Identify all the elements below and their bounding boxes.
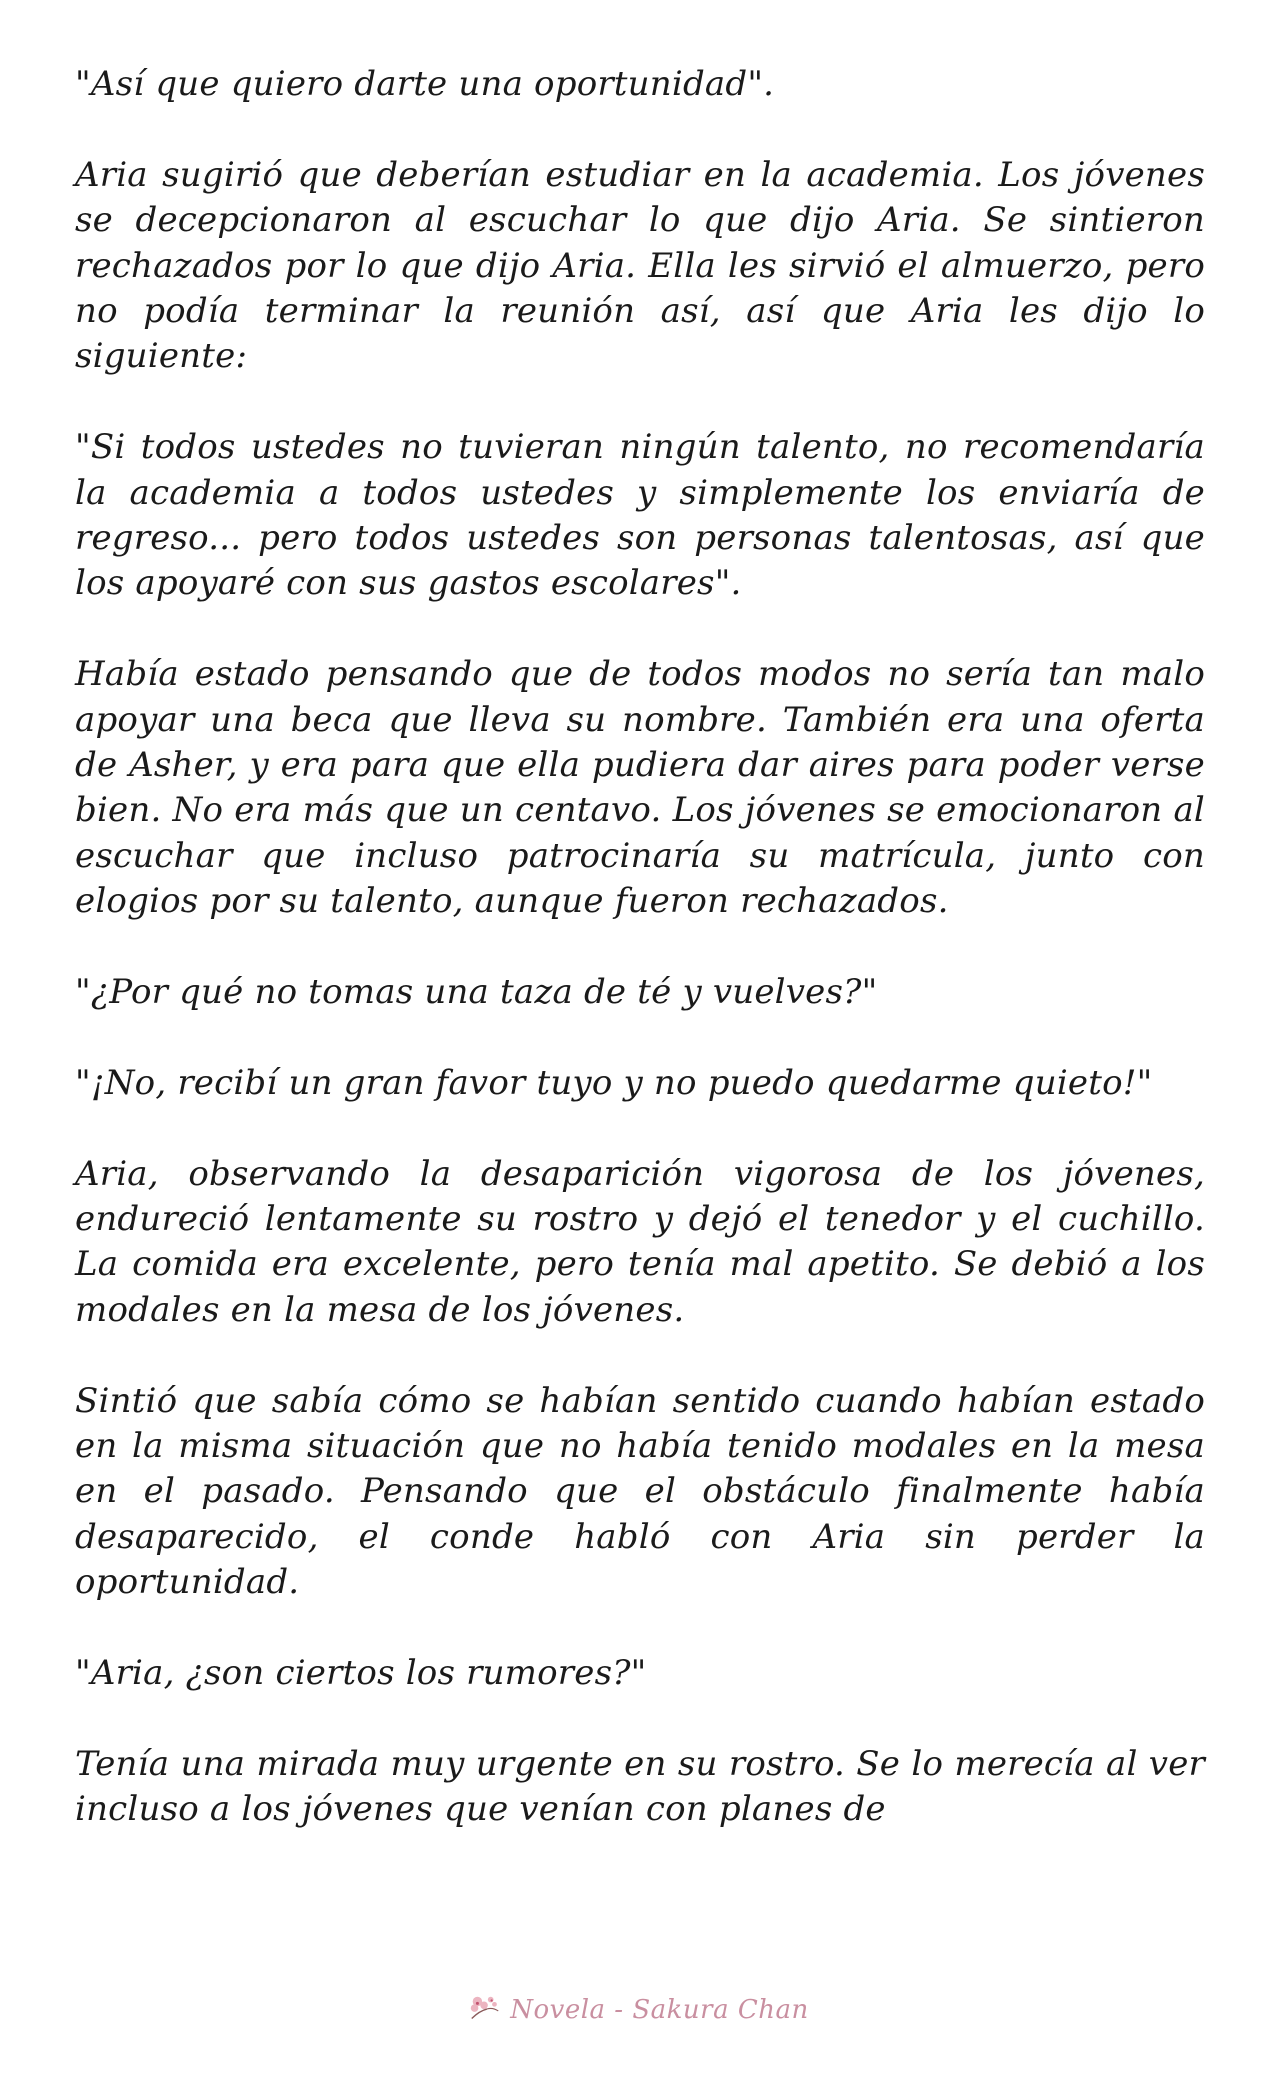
paragraph-2: Aria sugirió que deberían estudiar en la academia. Los jóvenes se decepcionaron al escuchar lo que dijo Aria. Se sintieron rechazados por lo que dijo Aria. Ella les sirvió el almuerzo, pero no podía terminar la reunión así, así que Aria les dijo lo siguiente: (75, 154, 1205, 377)
footer-text: Novela - Sakura Chan (510, 1995, 809, 2025)
sakura-flower-icon (466, 1992, 504, 2028)
paragraph-1: "Así que quiero darte una oportunidad". (75, 64, 775, 104)
paragraph-4: Había estado pensando que de todos modos no sería tan malo apoyar una beca que lleva su nombre. También era una oferta de Asher, y era para que ella pudiera dar aires para poder verse bien. No era más que un centavo. Los jóvenes se emocionaron al escuchar que incluso patrocinaría su matrícula, junto con elogios por su talento, aunque fueron rechazados. (75, 654, 1205, 922)
document-body (75, 62, 1205, 1878)
paragraph-9: "Aria, ¿son ciertos los rumores?" (75, 1653, 647, 1694)
footer-watermark (0, 1985, 1275, 2035)
paragraph-7: Aria, observando la desaparición vigorosa de los jóvenes, endureció lentamente su rostro y dejó el tenedor y el cuchillo. La comida era excelente, pero tenía mal apetito. Se debió a los modales en la mesa de los jóvenes. (75, 1153, 1205, 1330)
paragraph-3: "Si todos ustedes no tuvieran ningún talento, no recomendaría la academia a todos ustedes y simplemente los enviaría de regreso... pero todos ustedes son personas talentosas, así que los apoyaré con sus gastos escolares". (75, 427, 1205, 604)
paragraph-8: Sintió que sabía cómo se habían sentido cuando habían estado en la misma situación que no había tenido modales en la mesa en el pasado. Pensando que el obstáculo finalmente había desaparecido, el conde habló con Aria sin perder la oportunidad. (75, 1380, 1205, 1603)
paragraph-5: "¿Por qué no tomas una taza de té y vuelves?" (75, 972, 878, 1013)
paragraph-6: "¡No, recibí un gran favor tuyo y no puedo quedarme quieto!" (75, 1062, 1153, 1103)
paragraph-10: Tenía una mirada muy urgente en su rostro. Se lo merecía al ver incluso a los jóvenes que venían con planes de (75, 1743, 1205, 1830)
